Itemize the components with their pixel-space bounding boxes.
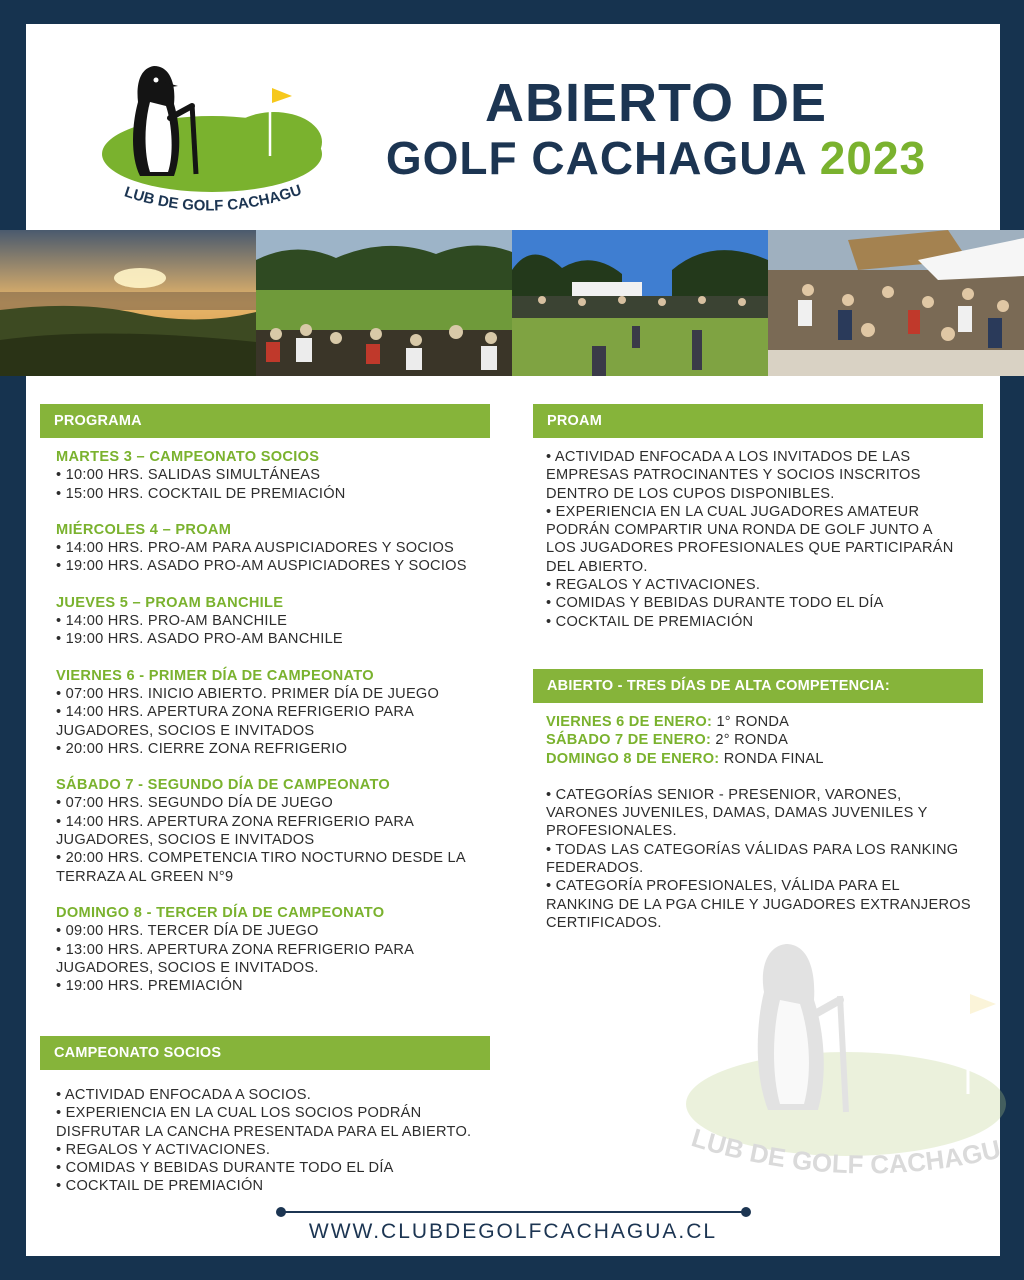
day-item: • 07:00 HRS. INICIO ABIERTO. PRIMER DÍA DE JUEGO	[56, 685, 440, 702]
title-line1: ABIERTO DE	[484, 73, 828, 133]
day-title: JUEVES 5 – PROAM BANCHILE	[56, 594, 284, 611]
round-name: 2° RONDA	[711, 732, 789, 749]
day-item: • 15:00 HRS. COCKTAIL DE PREMIACIÓN	[56, 485, 346, 502]
day-title: SÁBADO 7 - SEGUNDO DÍA DE CAMPEONATO	[56, 777, 391, 794]
day-item: • 20:00 HRS. CIERRE ZONA REFRIGERIO	[56, 740, 348, 757]
day-item: • 14:00 HRS. PRO-AM BANCHILE	[56, 613, 288, 630]
round-name: RONDA FINAL	[719, 750, 824, 767]
logo-text: LUB DE GOLF CACHAGU	[122, 181, 304, 215]
day-block	[56, 521, 490, 576]
photo-spectators-tent	[512, 230, 768, 376]
day-item: • 07:00 HRS. SEGUNDO DÍA DE JUEGO	[56, 795, 333, 812]
day-item: • 14:00 HRS. APERTURA ZONA REFRIGERIO PARA	[56, 704, 415, 721]
club-logo	[84, 44, 324, 224]
page-title	[326, 74, 986, 184]
title-year: 2023	[819, 132, 927, 184]
proam-line: • EXPERIENCIA EN LA CUAL JUGADORES AMATEUR	[546, 503, 920, 520]
proam-line: • ACTIVIDAD ENFOCADA A LOS INVITADOS DE LAS	[546, 449, 911, 465]
proam-line: DENTRO DE LOS CUPOS DISPONIBLES.	[546, 485, 835, 502]
day-item: • 19:00 HRS. ASADO PRO-AM BANCHILE	[56, 631, 343, 648]
proam-line: EMPRESAS PATROCINANTES Y SOCIOS INSCRITOS	[546, 467, 921, 484]
day-title: MIÉRCOLES 4 – PROAM	[56, 521, 232, 538]
campeonato-line: • EXPERIENCIA EN LA CUAL LOS SOCIOS PODRÁN	[56, 1105, 422, 1122]
day-title: MARTES 3 – CAMPEONATO SOCIOS	[56, 449, 320, 465]
watermark-text: LUB DE GOLF CACHAGU	[688, 1122, 1004, 1180]
day-block	[56, 594, 490, 649]
abierto-line: RANKING DE LA PGA CHILE Y JUGADORES EXTRANJEROS	[546, 896, 971, 913]
abierto-section	[533, 669, 983, 932]
campeonato-line: DISFRUTAR LA CANCHA PRESENTADA PARA EL ABIERTO.	[56, 1123, 472, 1140]
round-line	[546, 713, 983, 731]
day-item: • 13:00 HRS. APERTURA ZONA REFRIGERIO PARA	[56, 941, 415, 958]
proam-section	[533, 404, 983, 631]
campeonato-heading: CAMPEONATO SOCIOS	[40, 1036, 490, 1070]
day-item: • 14:00 HRS. APERTURA ZONA REFRIGERIO PARA	[56, 813, 415, 830]
day-title: VIERNES 6 - PRIMER DÍA DE CAMPEONATO	[56, 667, 374, 684]
photo-crowd-on-green	[256, 230, 512, 376]
programa-heading: PROGRAMA	[40, 404, 490, 438]
footer-dot-right	[741, 1207, 751, 1217]
day-item: • 19:00 HRS. ASADO PRO-AM AUSPICIADORES Y SOCIOS	[56, 558, 467, 575]
round-date: DOMINGO 8 DE ENERO:	[546, 750, 720, 767]
day-block	[56, 667, 490, 758]
watermark-logo	[676, 934, 1006, 1204]
proam-list	[533, 438, 983, 631]
programa-section	[40, 404, 490, 995]
abierto-line: FEDERADOS.	[546, 860, 644, 877]
campeonato-section	[40, 1036, 490, 1196]
day-item: JUGADORES, SOCIOS E INVITADOS	[56, 832, 315, 849]
day-block	[56, 904, 490, 995]
abierto-line: • CATEGORÍAS SENIOR - PRESENIOR, VARONES,	[546, 786, 902, 803]
photo-sunset-coast	[0, 230, 256, 376]
round-date: SÁBADO 7 DE ENERO:	[546, 732, 712, 749]
campeonato-list	[40, 1070, 490, 1196]
proam-line: • REGALOS Y ACTIVACIONES.	[546, 577, 761, 594]
proam-line: LOS JUGADORES PROFESIONALES QUE PARTICIPARÁN	[546, 540, 954, 557]
proam-line: • COMIDAS Y BEBIDAS DURANTE TODO EL DÍA	[546, 595, 884, 612]
day-item: TERRAZA AL GREEN N°9	[56, 868, 234, 885]
abierto-list	[533, 768, 983, 932]
title-text: GOLF CACHAGUA	[385, 132, 807, 184]
proam-line: PODRÁN COMPARTIR UNA RONDA DE GOLF JUNTO A	[546, 522, 933, 539]
title-line2	[326, 132, 986, 184]
round-line	[546, 750, 983, 768]
day-item: JUGADORES, SOCIOS E INVITADOS	[56, 722, 315, 739]
day-item: • 10:00 HRS. SALIDAS SIMULTÁNEAS	[56, 467, 321, 484]
abierto-line: • TODAS LAS CATEGORÍAS VÁLIDAS PARA LOS RANKING	[546, 841, 959, 858]
abierto-line: PROFESIONALES.	[546, 823, 677, 840]
proam-heading: PROAM	[533, 404, 983, 438]
abierto-line: VARONES JUVENILES, DAMAS, DAMAS JUVENILES Y	[546, 805, 928, 822]
day-item: JUGADORES, SOCIOS E INVITADOS.	[56, 959, 319, 976]
round-line	[546, 731, 983, 749]
poster-card	[26, 24, 1004, 1256]
campeonato-line: • COCKTAIL DE PREMIACIÓN	[56, 1178, 264, 1195]
day-block	[56, 776, 490, 886]
website-link[interactable]: WWW.CLUBDEGOLFCACHAGUA.CL	[308, 1220, 718, 1243]
round-date: VIERNES 6 DE ENERO:	[546, 714, 713, 730]
day-title: DOMINGO 8 - TERCER DÍA DE CAMPEONATO	[56, 904, 385, 921]
campeonato-line: • ACTIVIDAD ENFOCADA A SOCIOS.	[56, 1087, 312, 1103]
abierto-rounds	[533, 703, 983, 768]
proam-line: DEL ABIERTO.	[546, 558, 648, 575]
footer-dot-left	[276, 1207, 286, 1217]
proam-line: • COCKTAIL DE PREMIACIÓN	[546, 613, 754, 630]
programa-list	[40, 438, 490, 995]
photo-terrace-guests	[768, 230, 1024, 376]
day-item: • 20:00 HRS. COMPETENCIA TIRO NOCTURNO DESDE LA	[56, 850, 466, 867]
campeonato-line: • COMIDAS Y BEBIDAS DURANTE TODO EL DÍA	[56, 1160, 394, 1177]
round-name: 1° RONDA	[712, 714, 790, 730]
day-item: • 19:00 HRS. PREMIACIÓN	[56, 978, 243, 995]
campeonato-line: • REGALOS Y ACTIVACIONES.	[56, 1141, 271, 1158]
footer-divider	[280, 1211, 746, 1213]
abierto-line: CERTIFICADOS.	[546, 914, 662, 931]
abierto-line: • CATEGORÍA PROFESIONALES, VÁLIDA PARA EL	[546, 878, 900, 895]
day-item: • 09:00 HRS. TERCER DÍA DE JUEGO	[56, 923, 319, 940]
abierto-heading: ABIERTO - TRES DÍAS DE ALTA COMPETENCIA:	[533, 669, 983, 703]
day-item: • 14:00 HRS. PRO-AM PARA AUSPICIADORES Y SOCIOS	[56, 540, 455, 557]
day-block	[56, 448, 490, 503]
photo-strip	[0, 230, 1024, 376]
